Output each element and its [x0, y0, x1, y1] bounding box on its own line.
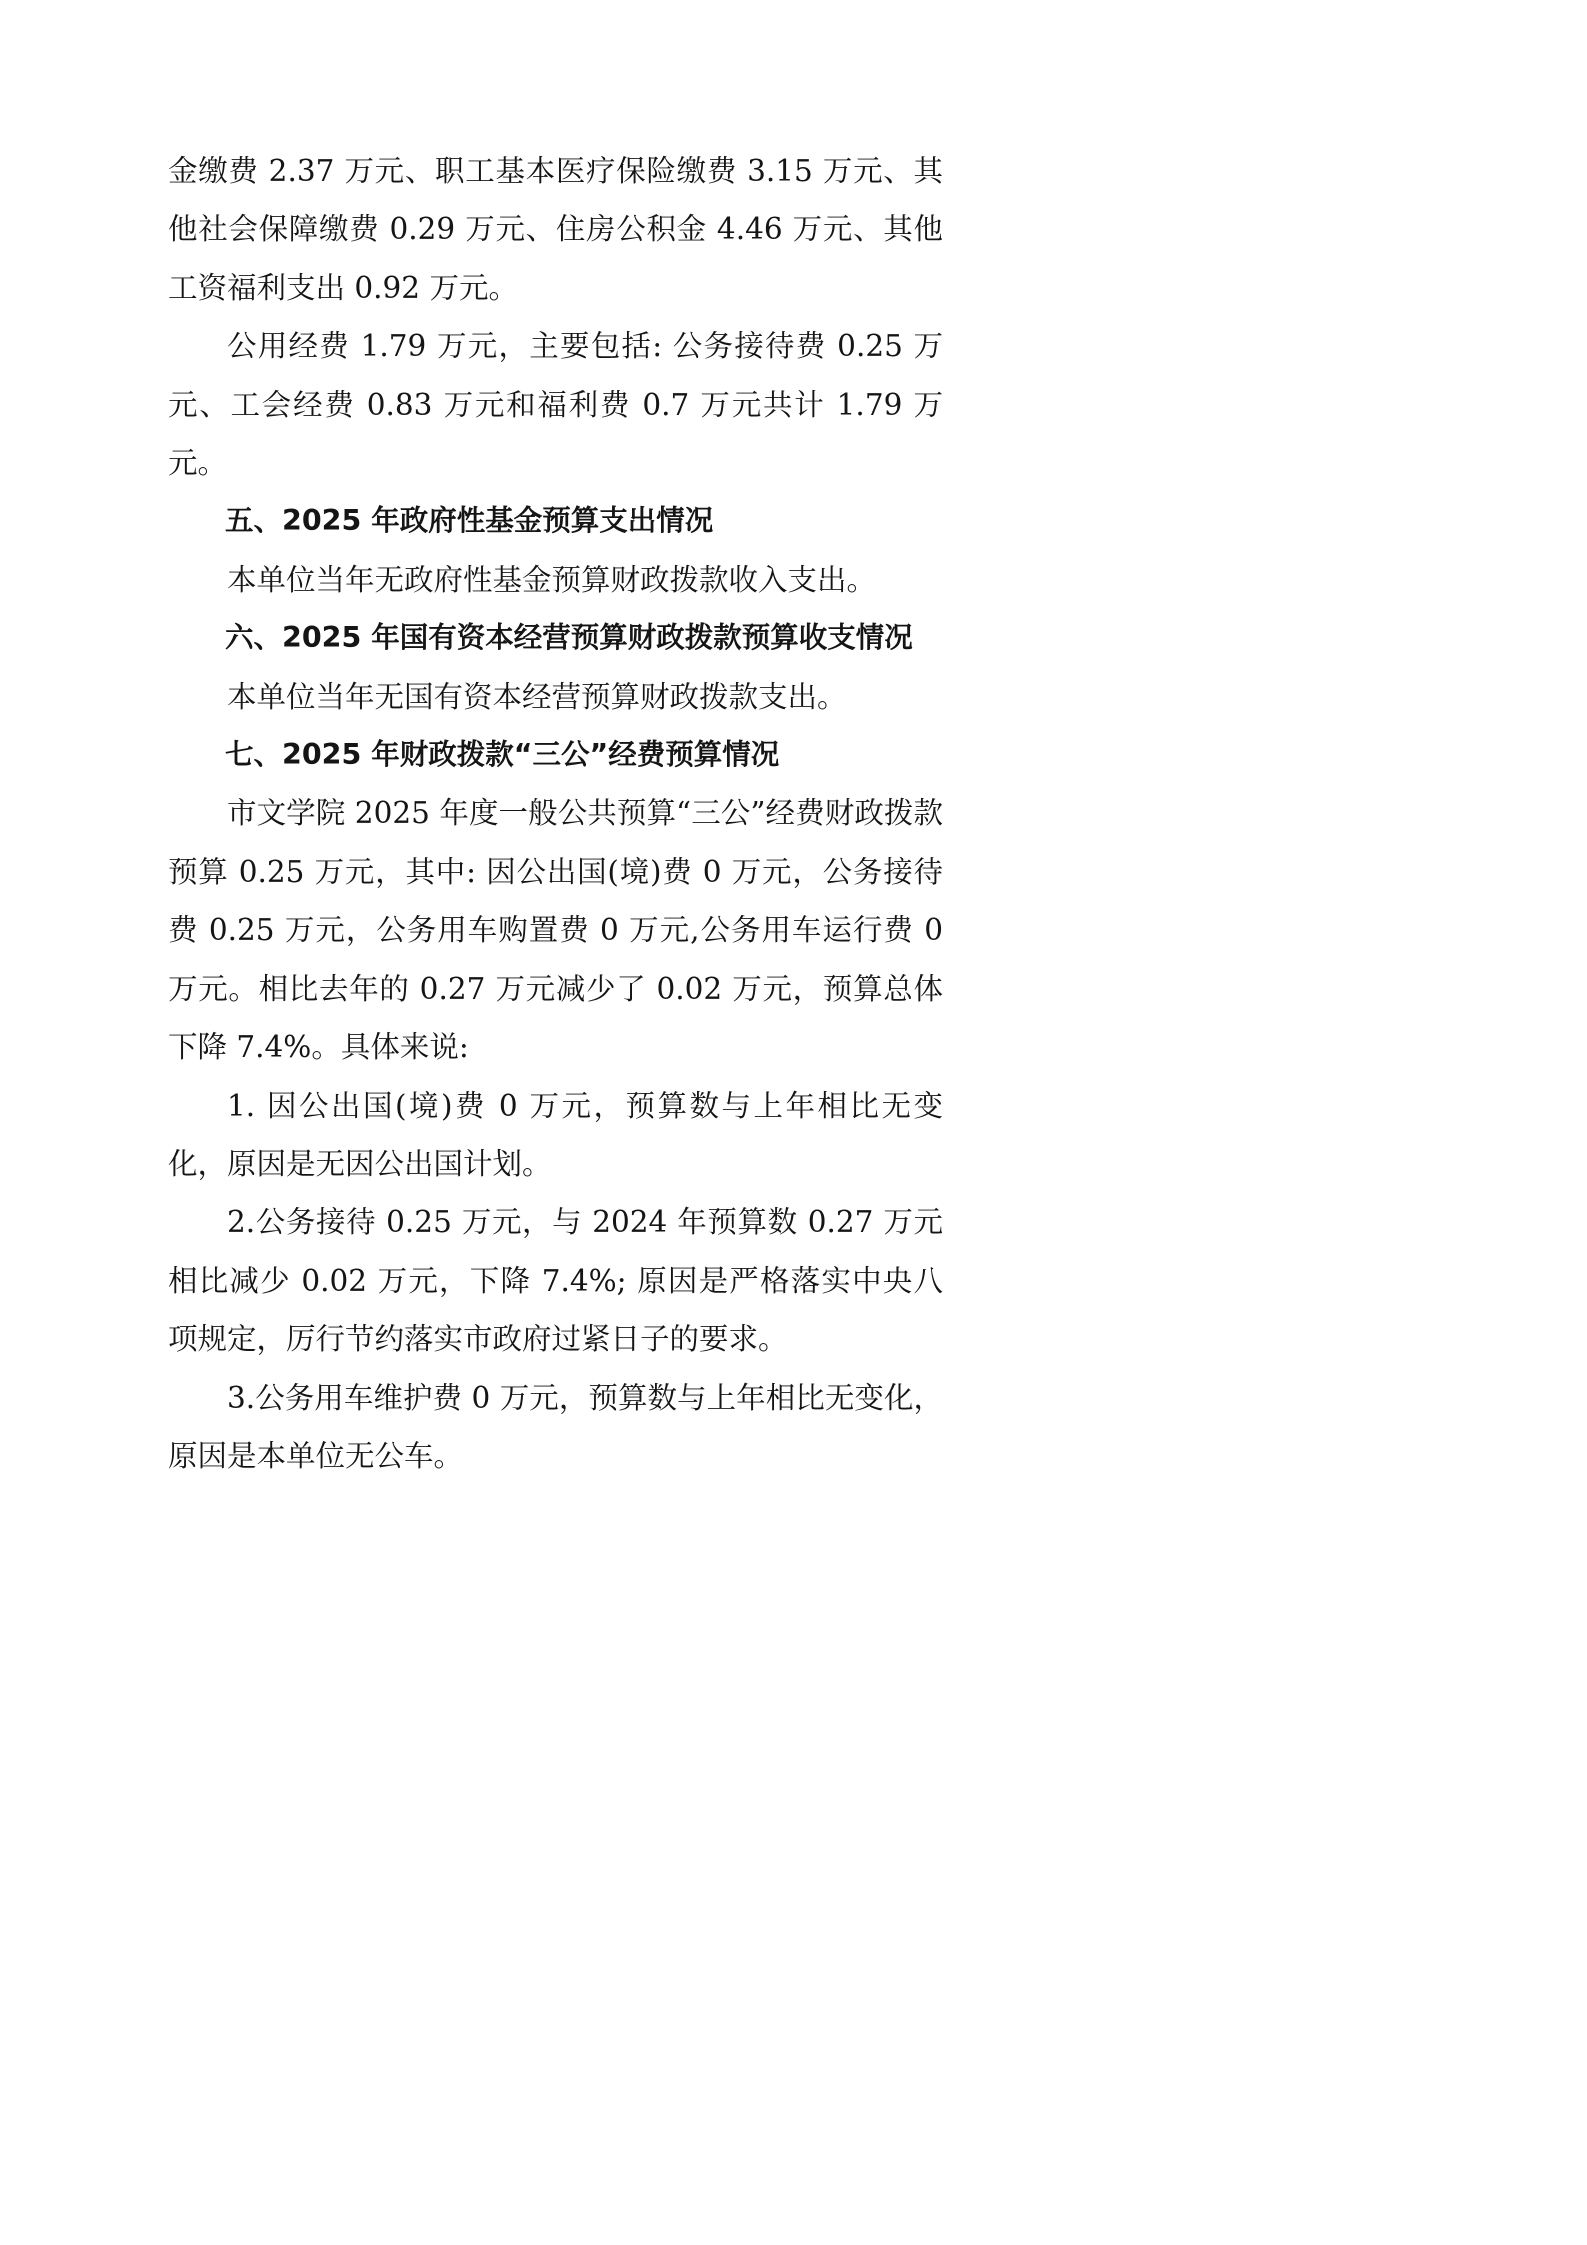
paragraph-no-state-capital: 本单位当年无国有资本经营预算财政拨款支出。: [227, 679, 847, 714]
paragraph-continued-personnel-costs: 金缴费 2.37 万元、职工基本医疗保险缴费 3.15 万元、其他社会保障缴费 0.29 万元、住房公积金 4.46 万元、其他工资福利支出 0.92 万元。: [168, 154, 943, 305]
paragraph-no-government-fund: 本单位当年无政府性基金预算财政拨款收入支出。: [227, 562, 877, 597]
document-body: [168, 142, 943, 1485]
paragraph-public-expenses: 公用经费 1.79 万元，主要包括: 公务接待费 0.25 万元、工会经费 0.83 万元和福利费 0.7 万元共计 1.79 万元。: [168, 329, 943, 481]
list-item-vehicle-maintenance: 3.公务用车维护费 0 万元，预算数与上年相比无变化，原因是本单位无公车。: [168, 1380, 943, 1473]
heading-state-capital-budget: 六、2025 年国有资本经营预算财政拨款预算收支情况: [225, 621, 913, 655]
list-item-overseas-travel: 1. 因公出国(境)费 0 万元，预算数与上年相比无变化，原因是无因公出国计划。: [168, 1088, 943, 1181]
paragraph-three-public-summary: 市文学院 2025 年度一般公共预算“三公”经费财政拨款预算 0.25 万元，其中: 因公出国(境)费 0 万元，公务接待费 0.25 万元，公务用车购置费 0 万元,公务用车运行费 0 万元。相比去年的 0.27 万元减少了 0.02 万元，预算总体下降 7.4%。具体来说:: [168, 796, 943, 1065]
list-item-official-reception: 2.公务接待 0.25 万元，与 2024 年预算数 0.27 万元相比减少 0.02 万元，下降 7.4%; 原因是严格落实中央八项规定，厉行节约落实市政府过紧日子的要求。: [168, 1205, 943, 1357]
heading-government-fund-budget: 五、2025 年政府性基金预算支出情况: [225, 504, 714, 538]
heading-three-public-expenses: 七、2025 年财政拨款“三公”经费预算情况: [225, 738, 780, 772]
